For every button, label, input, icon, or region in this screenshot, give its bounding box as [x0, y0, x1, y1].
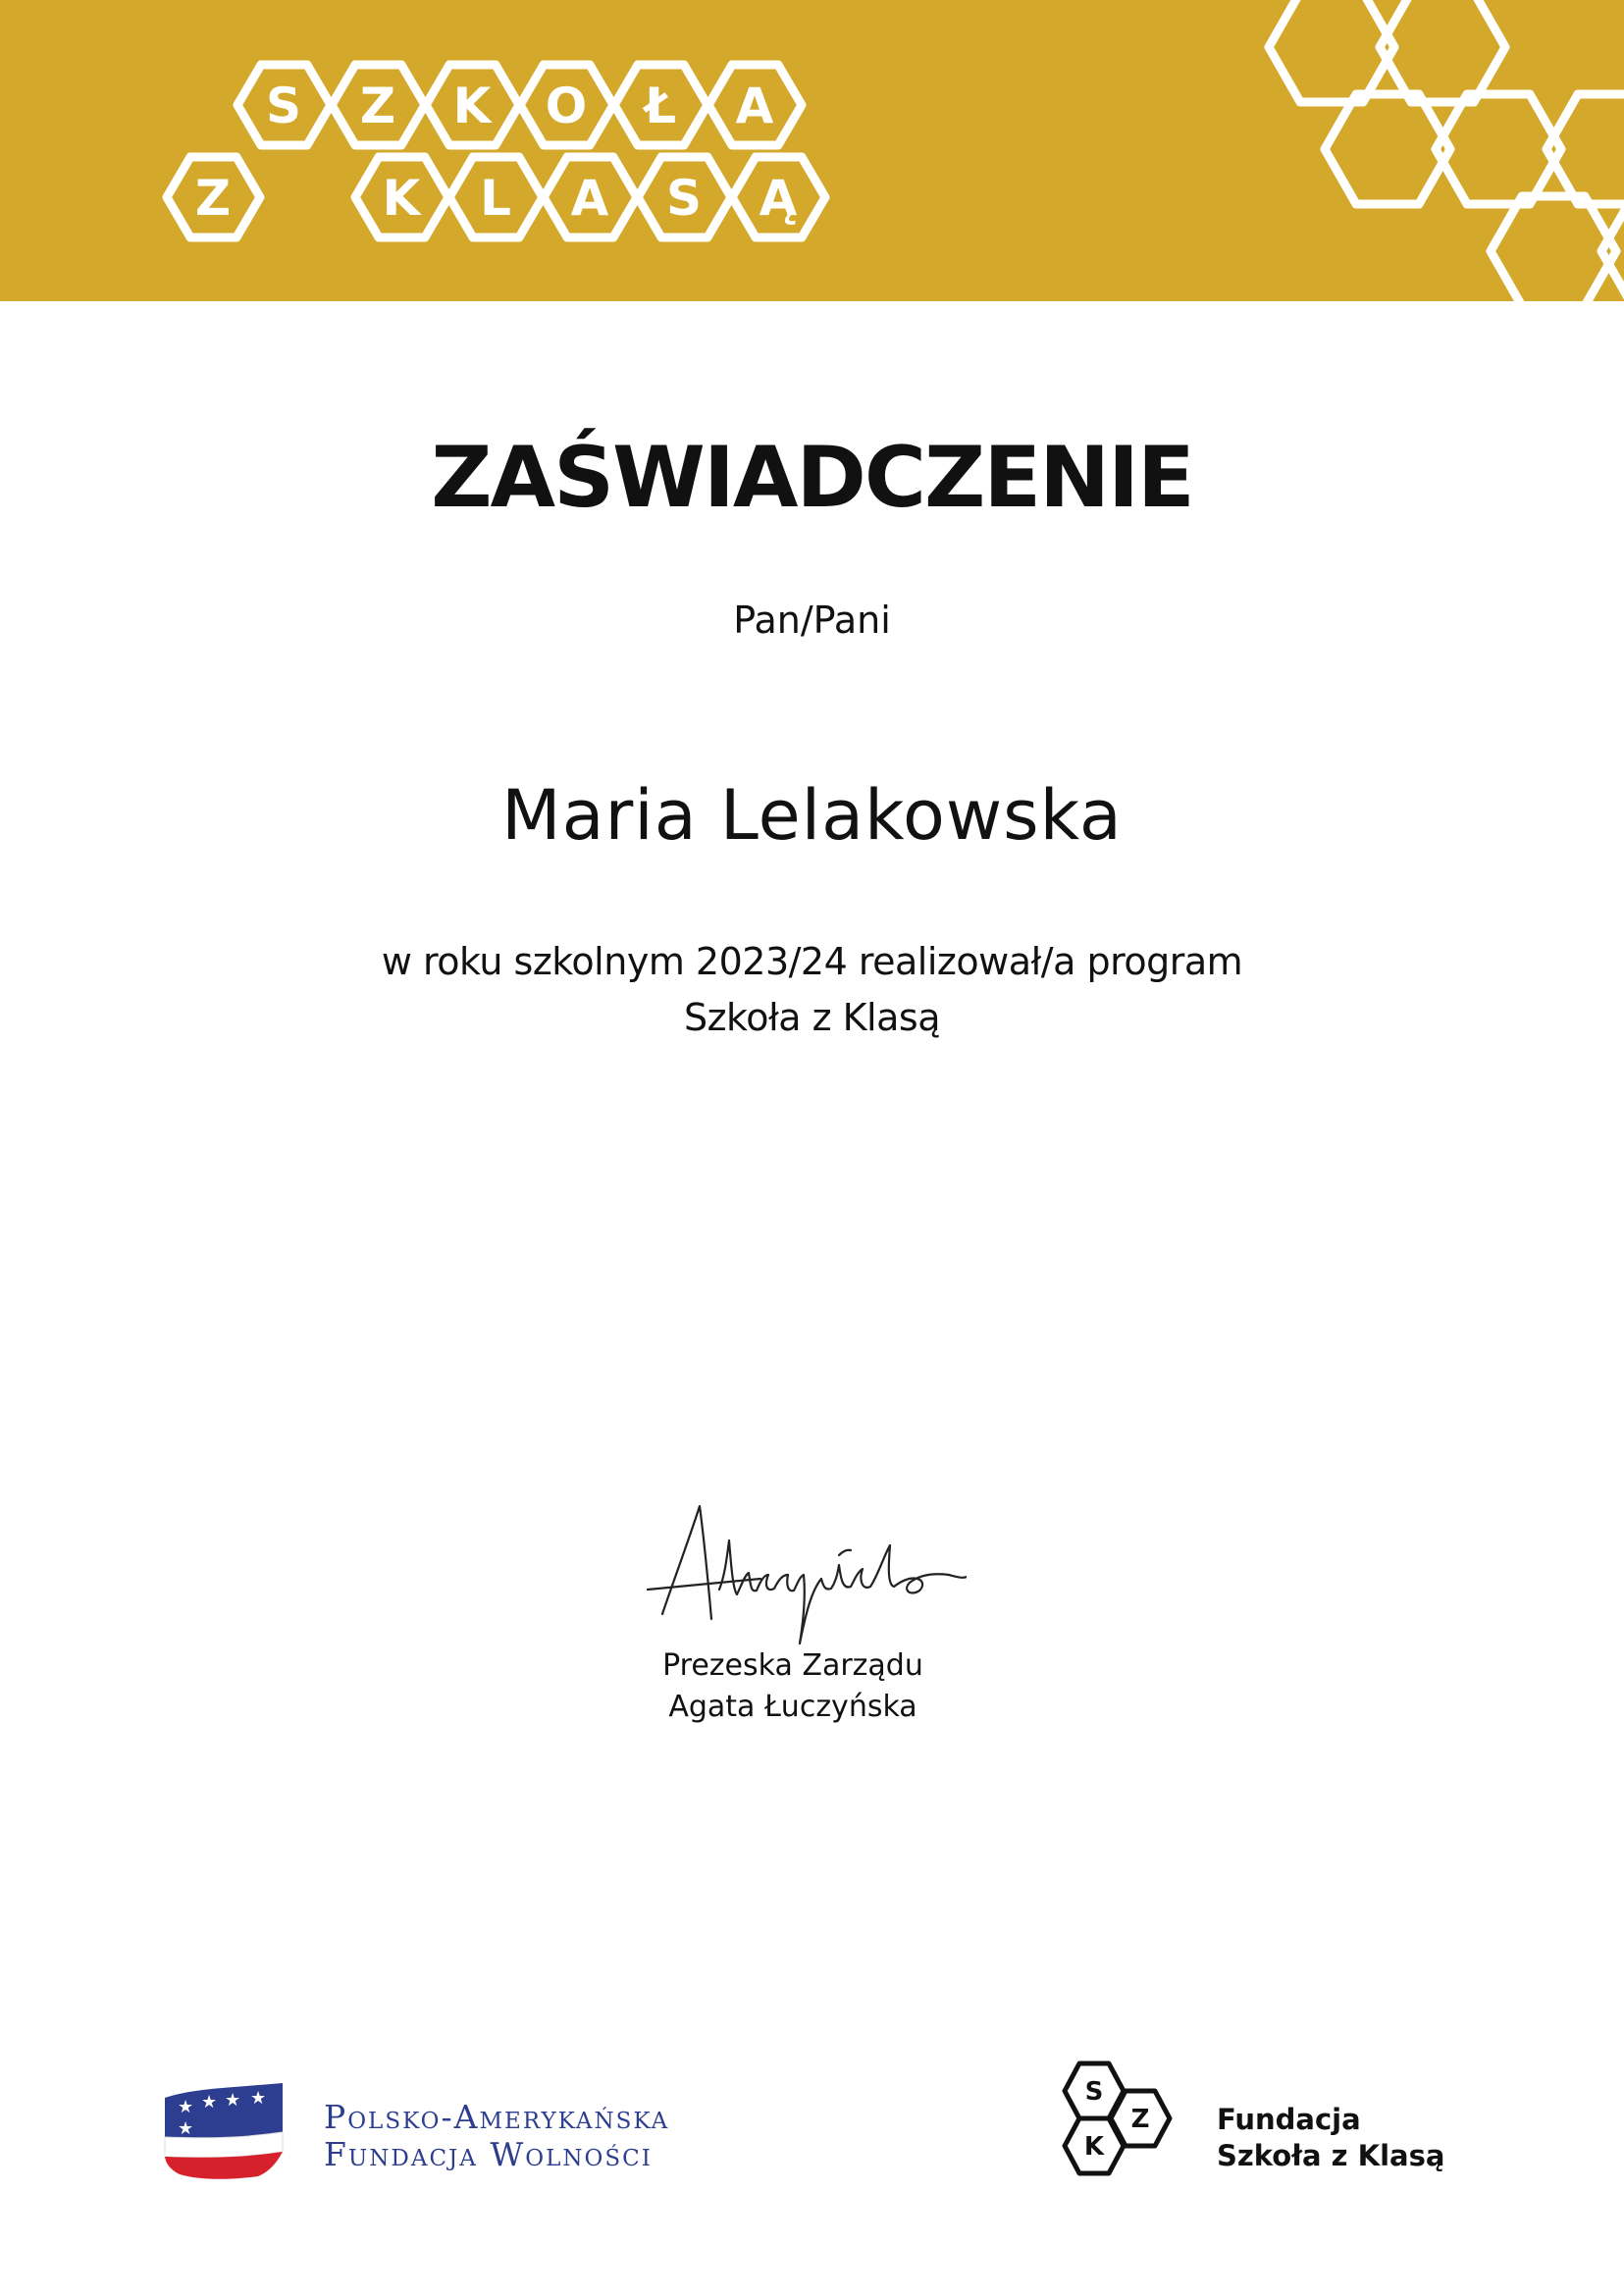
logo-letter: S: [665, 170, 703, 227]
signatory-name: Agata Łuczyńska: [668, 1690, 917, 1724]
logo-letter: S: [265, 78, 302, 134]
szk-name-line2: Szkoła z Klasą: [1217, 2139, 1445, 2172]
decorative-hex: [1491, 196, 1616, 301]
svg-text:★: ★: [250, 2088, 267, 2109]
certificate-title: ZAŚWIADCZENIE: [431, 429, 1193, 527]
logo-letter: A: [735, 78, 774, 134]
flag-stars-icon: [160, 2078, 288, 2186]
logo-letter: Ą: [759, 170, 798, 227]
svg-text:★: ★: [178, 2097, 194, 2117]
logo-letter: K: [382, 170, 421, 227]
decorative-hex: [1380, 0, 1505, 102]
svg-text:★: ★: [225, 2090, 241, 2111]
logo-letter: L: [480, 170, 511, 227]
recipient-name: Maria Lelakowska: [501, 775, 1123, 856]
handwritten-signature: [643, 1496, 967, 1653]
pafw-name-line1: Polsko-Amerykańska: [324, 2098, 670, 2136]
header-banner: [0, 0, 1624, 301]
szk-name-line1: Fundacja: [1217, 2103, 1361, 2136]
salutation: Pan/Pani: [733, 599, 891, 642]
szk-letter: Z: [1130, 2105, 1150, 2134]
program-name: Szkoła z Klasą: [683, 996, 940, 1039]
svg-text:★: ★: [201, 2092, 218, 2113]
logo-letter: Z: [359, 78, 396, 134]
statement-line: w roku szkolnym 2023/24 realizował/a program: [381, 940, 1243, 983]
logo-letter: Ł: [644, 78, 677, 134]
szk-logo: [1055, 2059, 1212, 2206]
logo-letter: O: [545, 78, 588, 134]
header-logo: [0, 0, 1624, 301]
svg-text:★: ★: [178, 2118, 194, 2139]
szk-letter: K: [1083, 2132, 1105, 2162]
pafw-name-line2: Fundacja Wolności: [324, 2135, 653, 2173]
logo-letter: A: [570, 170, 609, 227]
signatory-role: Prezeska Zarządu: [662, 1648, 923, 1683]
logo-letter: K: [452, 78, 492, 134]
decorative-hex: [1269, 0, 1394, 102]
szk-letter: S: [1084, 2077, 1104, 2107]
logo-letter: Z: [194, 170, 232, 227]
